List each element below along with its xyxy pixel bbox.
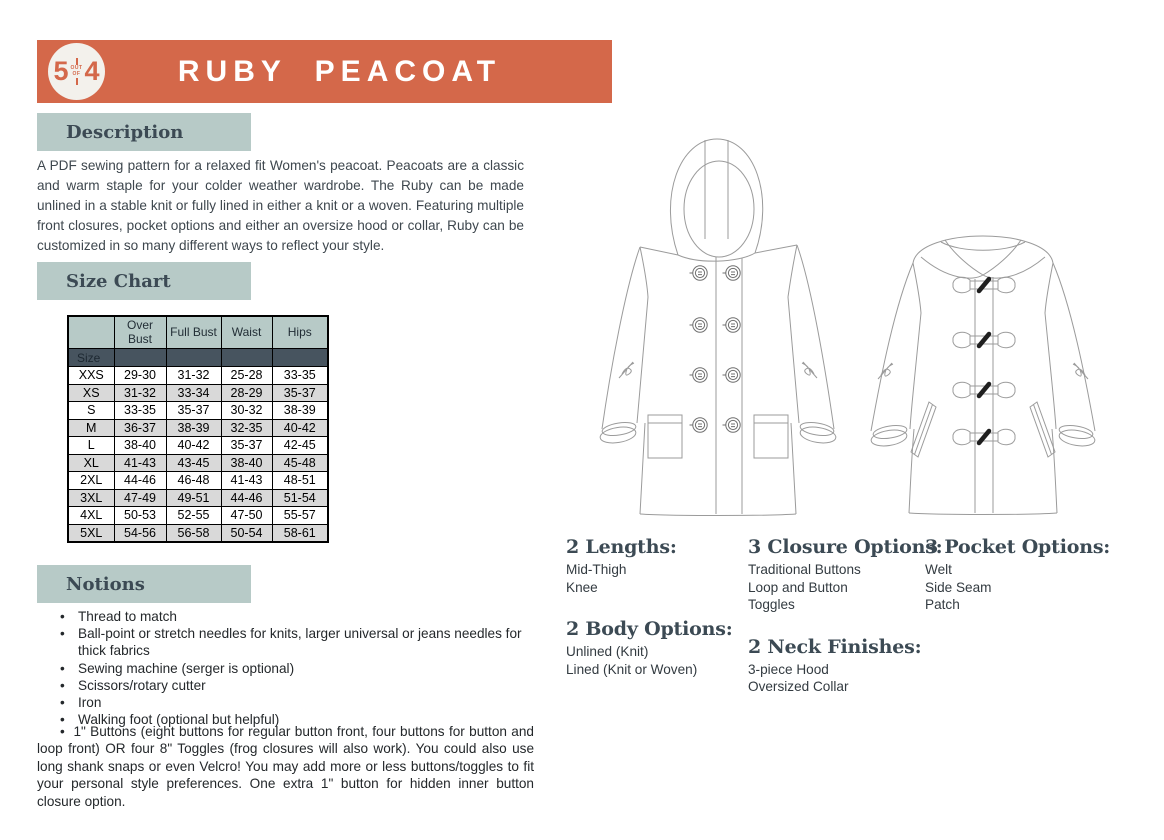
measure-cell: 47-49 (114, 489, 166, 507)
option-item: Traditional Buttons (748, 562, 861, 577)
measure-cell: 43-45 (166, 454, 221, 472)
description-text: A PDF sewing pattern for a relaxed fit Women's peacoat. Peacoats are a classic and warm staple for your colder weather wardrobe. The Ruby can be made unlined in a stable knit or fully lined in either a knit or a woven. Featuring multiple front closures, pocket options and either an oversize hood or collar, Ruby can be customized in so many different ways to reflect your style. (37, 158, 524, 253)
option-group-heading: 2 Lengths: (566, 536, 677, 558)
empty-cell (166, 349, 221, 367)
ease-mark (878, 363, 893, 379)
measure-cell: 47-50 (221, 507, 272, 525)
logo-word-of: OF (72, 71, 81, 77)
size-cell: XS (68, 384, 114, 402)
empty-cell (272, 349, 328, 367)
list-item: • Sewing machine (serger is optional) (37, 660, 537, 677)
option-item: Lined (Knit or Woven) (566, 661, 698, 677)
measure-cell: 41-43 (114, 454, 166, 472)
measure-cell: 51-54 (272, 489, 328, 507)
measure-cell: 42-45 (272, 437, 328, 455)
measure-cell: 50-53 (114, 507, 166, 525)
welt-pocket (1030, 402, 1055, 457)
size-chart-header-row (68, 316, 328, 349)
option-item: Toggles (748, 597, 795, 612)
table-row (68, 507, 328, 525)
option-item: Mid-Thigh (566, 562, 627, 577)
measure-cell: 40-42 (166, 437, 221, 455)
size-cell: L (68, 437, 114, 455)
option-item: 3-piece Hood (748, 661, 829, 677)
option-group-heading: 3 Closure Options: (748, 536, 943, 558)
logo-word-out: OUT (70, 65, 83, 71)
measure-cell: 50-54 (221, 524, 272, 542)
size-chart-table (67, 315, 329, 543)
column-header: Waist (221, 316, 272, 349)
table-row (68, 524, 328, 542)
measure-cell: 46-48 (166, 472, 221, 490)
toggle-icons (953, 277, 1015, 444)
hooded-coat-illustration (598, 136, 838, 518)
measure-cell: 32-35 (221, 419, 272, 437)
option-group (566, 618, 746, 678)
measure-cell: 31-32 (166, 367, 221, 385)
notions-buttons-note: • 1" Buttons (eight buttons for regular button front, four buttons for button and loop front) OR four 8" Toggles (frog closures will also work). You could also use long shank snaps or even Velcro! You may add more or less buttons/toggles to fit your personal style preferences. One extra 1" button for hidden inner button closure option. (37, 723, 534, 810)
size-cell: S (68, 402, 114, 420)
size-label-row (68, 349, 328, 367)
option-item: Side Seam (925, 579, 992, 595)
logo-out-of (70, 58, 82, 85)
option-item: Loop and Button (748, 579, 848, 595)
empty-cell (221, 349, 272, 367)
size-cell: XL (68, 454, 114, 472)
table-row (68, 454, 328, 472)
measure-cell: 48-51 (272, 472, 328, 490)
column-header: Hips (272, 316, 328, 349)
column-header: Over Bust (114, 316, 166, 349)
size-chart-corner-cell (68, 316, 114, 349)
measure-cell: 28-29 (221, 384, 272, 402)
list-item: • Scissors/rotary cutter (37, 677, 537, 694)
option-group (748, 636, 938, 696)
size-cell: 4XL (68, 507, 114, 525)
measure-cell: 33-35 (272, 367, 328, 385)
options-column-lengths-body (566, 536, 746, 678)
table-row (68, 472, 328, 490)
table-row (68, 367, 328, 385)
list-item: • Ball-point or stretch needles for knits, larger universal or jeans needles for thick fabrics (37, 625, 537, 659)
description-section-heading: Description (37, 113, 251, 151)
table-row (68, 419, 328, 437)
measure-cell: 33-34 (166, 384, 221, 402)
measure-cell: 35-37 (272, 384, 328, 402)
measure-cell: 36-37 (114, 419, 166, 437)
option-group-heading: 3 Pocket Options: (925, 536, 1111, 558)
size-cell: XXS (68, 367, 114, 385)
collared-coat-illustration (863, 225, 1103, 515)
five-out-of-four-logo (48, 43, 105, 100)
welt-pocket (911, 402, 936, 457)
size-label-cell: Size (68, 349, 114, 367)
measure-cell: 45-48 (272, 454, 328, 472)
page-title: RUBY PEACOAT (177, 54, 502, 88)
measure-cell: 40-42 (272, 419, 328, 437)
ease-mark (619, 362, 634, 378)
measure-cell: 38-40 (114, 437, 166, 455)
title-banner (37, 40, 612, 103)
options-column-pockets (925, 536, 1135, 614)
button-icons (690, 266, 741, 432)
empty-cell (114, 349, 166, 367)
table-row (68, 489, 328, 507)
size-cell: M (68, 419, 114, 437)
measure-cell: 35-37 (166, 402, 221, 420)
measure-cell: 58-61 (272, 524, 328, 542)
list-item: • Thread to match (37, 608, 537, 625)
option-group (925, 536, 1135, 614)
measure-cell: 33-35 (114, 402, 166, 420)
logo-bottom-bar (76, 78, 78, 85)
measure-cell: 38-39 (272, 402, 328, 420)
option-group-heading: 2 Neck Finishes: (748, 635, 922, 658)
notions-section-heading: Notions (37, 565, 251, 603)
size-cell: 5XL (68, 524, 114, 542)
table-row (68, 402, 328, 420)
measure-cell: 25-28 (221, 367, 272, 385)
option-item: Patch (925, 597, 960, 612)
measure-cell: 44-46 (221, 489, 272, 507)
size-cell: 3XL (68, 489, 114, 507)
measure-cell: 29-30 (114, 367, 166, 385)
logo-top-bar (76, 58, 78, 65)
measure-cell: 55-57 (272, 507, 328, 525)
size-chart-section-heading: Size Chart (37, 262, 251, 300)
measure-cell: 38-40 (221, 454, 272, 472)
option-group-heading: 2 Body Options: (566, 618, 733, 640)
measure-cell: 35-37 (221, 437, 272, 455)
option-item: Knee (566, 579, 598, 595)
table-row (68, 437, 328, 455)
measure-cell: 49-51 (166, 489, 221, 507)
measure-cell: 54-56 (114, 524, 166, 542)
logo-numerator: 5 (53, 56, 69, 86)
option-group (566, 536, 746, 596)
column-header: Full Bust (166, 316, 221, 349)
table-row (68, 384, 328, 402)
option-item: Oversized Collar (748, 679, 849, 694)
list-item: • Iron (37, 694, 537, 711)
measure-cell: 44-46 (114, 472, 166, 490)
ease-mark (802, 362, 817, 378)
notions-list (37, 608, 537, 728)
measure-cell: 56-58 (166, 524, 221, 542)
option-item: Welt (925, 562, 952, 577)
option-item: Unlined (Knit) (566, 644, 649, 659)
measure-cell: 38-39 (166, 419, 221, 437)
ease-mark (1073, 363, 1088, 379)
logo-denominator: 4 (84, 56, 100, 86)
measure-cell: 52-55 (166, 507, 221, 525)
measure-cell: 30-32 (221, 402, 272, 420)
size-cell: 2XL (68, 472, 114, 490)
measure-cell: 31-32 (114, 384, 166, 402)
measure-cell: 41-43 (221, 472, 272, 490)
list-item: • Walking foot (optional but helpful) (37, 711, 537, 728)
